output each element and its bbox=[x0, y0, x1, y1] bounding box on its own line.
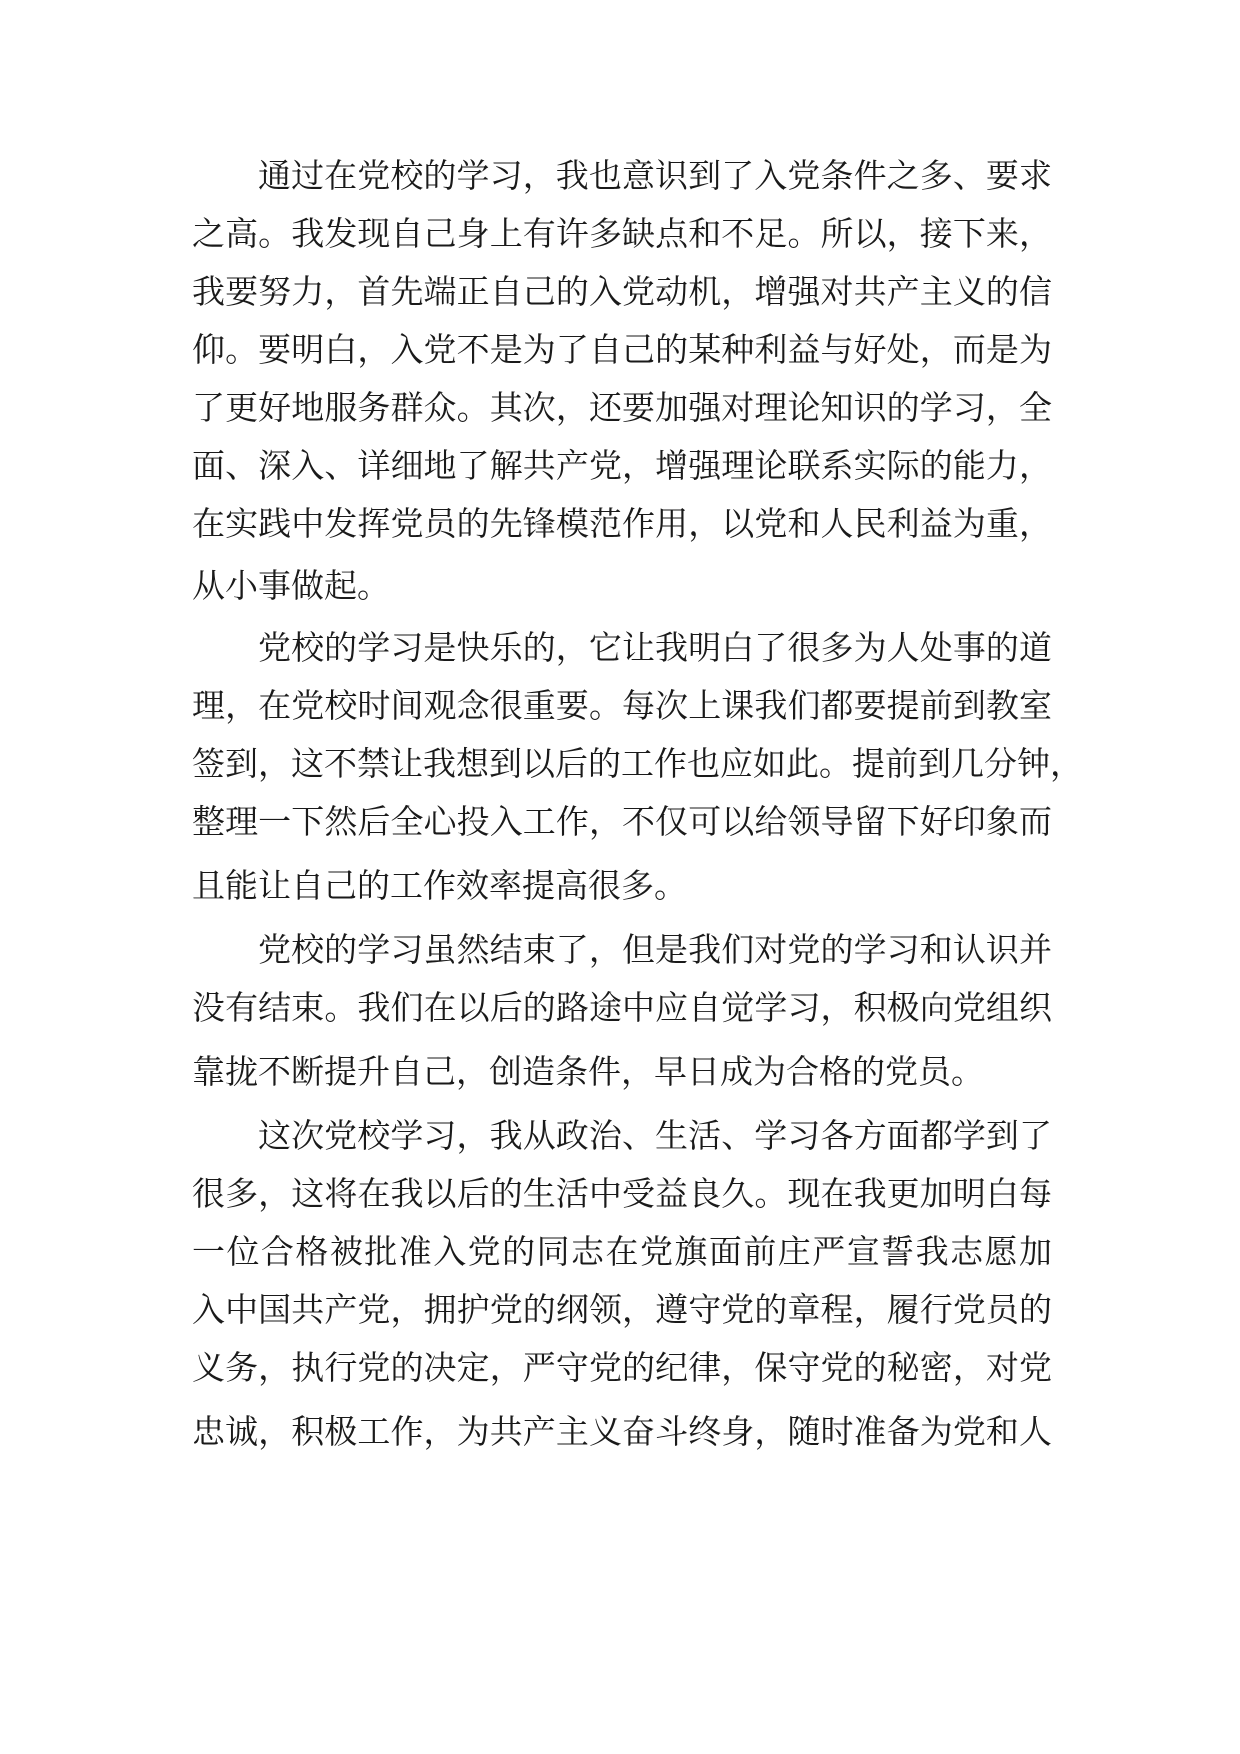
paragraph-1-line-2: 之高。我发现自己身上有许多缺点和不足。所以，接下来， bbox=[192, 214, 1052, 253]
paragraph-2-line-3: 签到，这不禁让我想到以后的工作也应如此。提前到几分钟， bbox=[192, 744, 1083, 783]
paragraph-1-line-5: 了更好地服务群众。其次，还要加强对理论知识的学习，全 bbox=[192, 388, 1052, 427]
paragraph-4-line-1: 这次党校学习，我从政治、生活、学习各方面都学到了 bbox=[258, 1116, 1052, 1155]
paragraph-2-line-5: 且能让自己的工作效率提高很多。 bbox=[192, 866, 687, 905]
paragraph-1-line-3: 我要努力，首先端正自己的入党动机，增强对共产主义的信 bbox=[192, 272, 1052, 311]
paragraph-3-line-1: 党校的学习虽然结束了，但是我们对党的学习和认识并 bbox=[258, 930, 1052, 969]
paragraph-1-line-8: 从小事做起。 bbox=[192, 566, 390, 605]
paragraph-2-line-2: 理，在党校时间观念很重要。每次上课我们都要提前到教室 bbox=[192, 686, 1052, 725]
paragraph-1-line-6: 面、深入、详细地了解共产党，增强理论联系实际的能力， bbox=[192, 446, 1052, 485]
paragraph-2-line-4: 整理一下然后全心投入工作，不仅可以给领导留下好印象而 bbox=[192, 802, 1052, 841]
paragraph-4-line-6: 忠诚，积极工作，为共产主义奋斗终身，随时准备为党和人 bbox=[192, 1412, 1052, 1451]
paragraph-4-line-4: 入中国共产党，拥护党的纲领，遵守党的章程，履行党员的 bbox=[192, 1290, 1052, 1329]
paragraph-2-line-1: 党校的学习是快乐的，它让我明白了很多为人处事的道 bbox=[258, 628, 1052, 667]
paragraph-3-line-2: 没有结束。我们在以后的路途中应自觉学习，积极向党组织 bbox=[192, 988, 1052, 1027]
paragraph-4-line-2: 很多，这将在我以后的生活中受益良久。现在我更加明白每 bbox=[192, 1174, 1052, 1213]
paragraph-4-line-5: 义务，执行党的决定，严守党的纪律，保守党的秘密，对党 bbox=[192, 1348, 1052, 1387]
paragraph-4-line-3: 一位合格被批准入党的同志在党旗面前庄严宣誓我志愿加 bbox=[192, 1232, 1052, 1271]
paragraph-3-line-3: 靠拢不断提升自己，创造条件，早日成为合格的党员。 bbox=[192, 1052, 984, 1091]
paragraph-1-line-4: 仰。要明白，入党不是为了自己的某种利益与好处，而是为 bbox=[192, 330, 1052, 369]
paragraph-1-line-7: 在实践中发挥党员的先锋模范作用，以党和人民利益为重， bbox=[192, 504, 1052, 543]
paragraph-1-line-1: 通过在党校的学习，我也意识到了入党条件之多、要求 bbox=[258, 156, 1052, 195]
